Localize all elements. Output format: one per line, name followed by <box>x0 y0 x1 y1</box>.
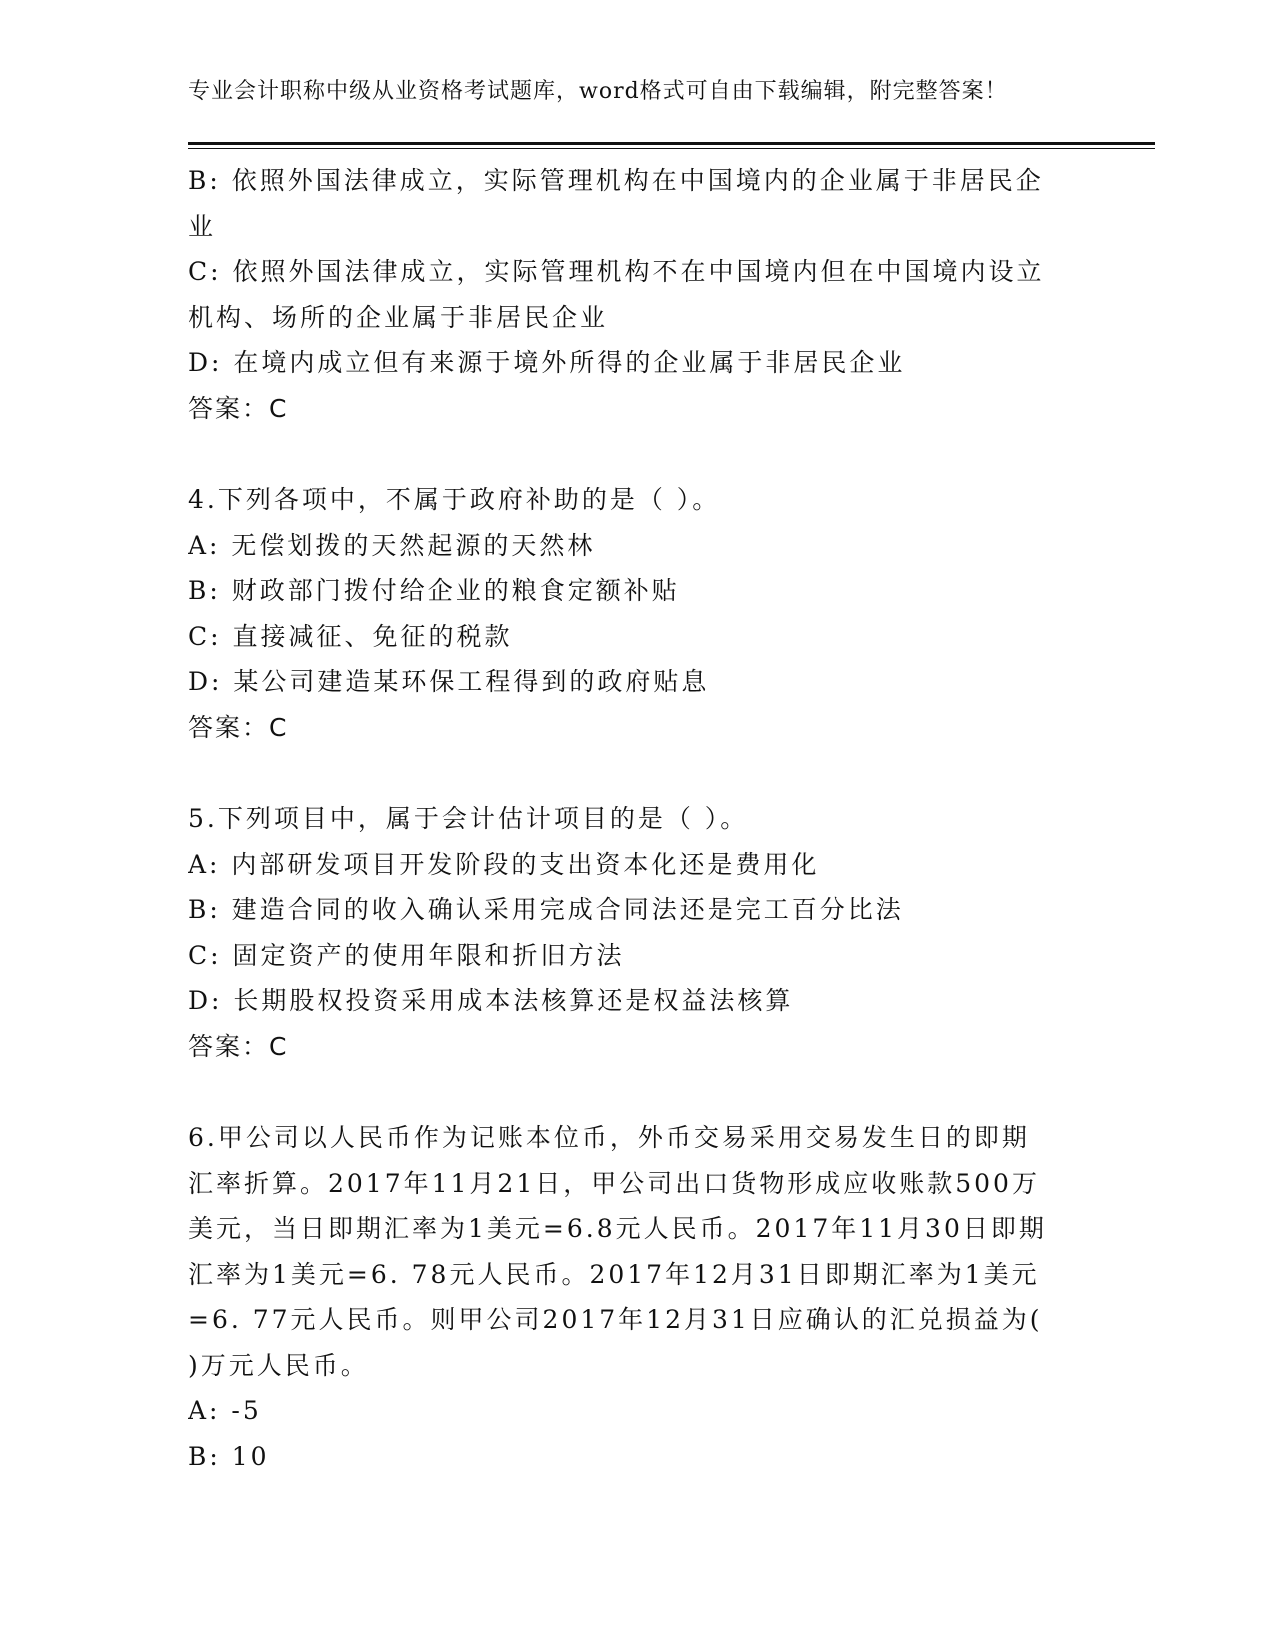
spacer <box>188 431 1078 477</box>
q5-answer: 答案：C <box>188 1031 289 1061</box>
q5-option-b: B: 建造合同的收入确认采用完成合同法还是完工百分比法 <box>188 895 904 924</box>
q6-stem-line5: =6. 77元人民币。则甲公司2017年12月31日应确认的汇兑损益为( <box>188 1305 1043 1334</box>
prev-option-b-line2: 业 <box>188 211 217 241</box>
header-rule-thin <box>188 148 1155 149</box>
q4-answer: 答案：C <box>188 712 289 742</box>
q6-stem-line2: 汇率折算。2017年11月21日，甲公司出口货物形成应收账款500万 <box>188 1168 1040 1198</box>
spacer <box>188 750 1078 796</box>
q5-option-d: D: 长期股权投资采用成本法核算还是权益法核算 <box>188 986 794 1015</box>
q6-stem-line6: )万元人民币。 <box>188 1350 369 1380</box>
prev-option-b-line1: B: 依照外国法律成立，实际管理机构在中国境内的企业属于非居民企 <box>188 166 1044 195</box>
q4-option-c: C: 直接减征、免征的税款 <box>188 621 513 651</box>
page-header: 专业会计职称中级从业资格考试题库，word格式可自由下载编辑，附完整答案！ <box>188 79 1008 104</box>
q6-stem-line1: 6.甲公司以人民币作为记账本位币，外币交易采用交易发生日的即期 <box>188 1123 1030 1152</box>
question-content <box>188 158 1078 1479</box>
q6-stem-line3: 美元，当日即期汇率为1美元=6.8元人民币。2017年11月30日即期 <box>188 1214 1047 1243</box>
q6-option-b: B: 10 <box>188 1441 270 1471</box>
prev-answer: 答案：C <box>188 393 289 423</box>
q5-stem: 5.下列项目中，属于会计估计项目的是（ ）。 <box>188 804 749 833</box>
q6-option-a: A: -5 <box>188 1396 262 1425</box>
q5-option-c: C: 固定资产的使用年限和折旧方法 <box>188 940 625 970</box>
header-rule-thick <box>188 142 1155 145</box>
spacer <box>188 1069 1078 1115</box>
prev-option-c-line2: 机构、场所的企业属于非居民企业 <box>188 302 609 332</box>
prev-option-c-line1: C: 依照外国法律成立，实际管理机构不在中国境内但在中国境内设立 <box>188 257 1045 286</box>
q6-stem-line4: 汇率为1美元=6. 78元人民币。2017年12月31日即期汇率为1美元 <box>188 1259 1040 1289</box>
q4-option-d: D: 某公司建造某环保工程得到的政府贴息 <box>188 667 710 696</box>
q4-option-a: A: 无偿划拨的天然起源的天然林 <box>188 530 596 560</box>
q4-stem: 4.下列各项中，不属于政府补助的是（ ）。 <box>188 485 721 514</box>
q5-option-a: A: 内部研发项目开发阶段的支出资本化还是费用化 <box>188 849 820 879</box>
q4-option-b: B: 财政部门拨付给企业的粮食定额补贴 <box>188 576 680 605</box>
prev-option-d: D: 在境内成立但有来源于境外所得的企业属于非居民企业 <box>188 348 906 377</box>
